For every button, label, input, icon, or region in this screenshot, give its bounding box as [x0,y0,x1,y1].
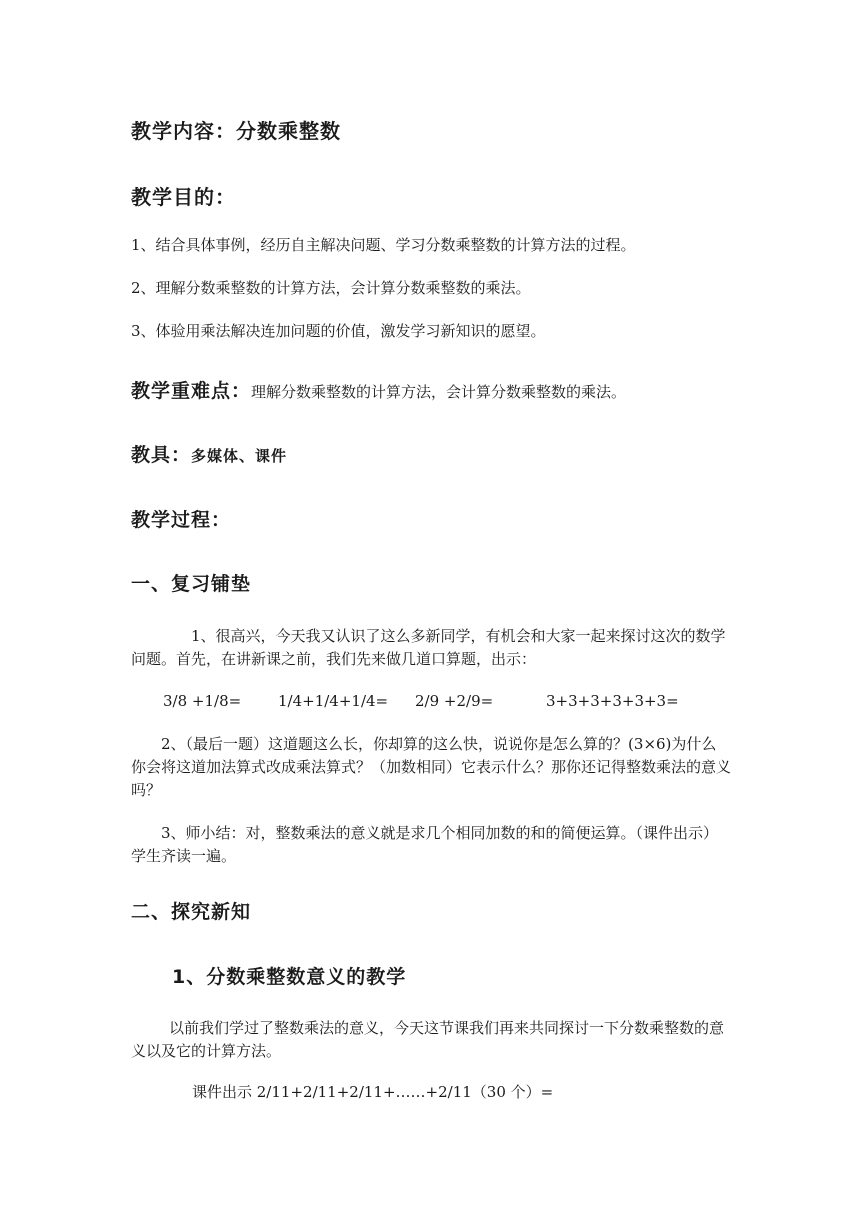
key-difficulty-line [131,376,771,403]
section2-paragraph-2: 课件出示 2/11+2/11+2/11+……+2/11（30 个）= [192,1083,554,1101]
tools-line [131,440,731,467]
section1-paragraph-1: 1、很高兴，今天我又认识了这么多新同学，有机会和大家一起来探讨这次的数学问题。首先，在讲新课之前，我们先来做几道口算题，出示： [131,627,726,668]
section2-paragraph-1: 以前我们学过了整数乘法的意义，今天这节课我们再来共同探讨一下分数乘整数的意义以及它的计算方法。 [131,1019,725,1060]
purpose-item-2: 2、理解分数乘整数的计算方法，会计算分数乘整数的乘法。 [131,279,531,297]
equation-3: 2/9 +2/9= [415,692,494,710]
tools-text: 多媒体、课件 [191,447,288,465]
subsection1-title: 1、分数乘整数意义的教学 [172,966,407,988]
equation-4: 3+3+3+3+3+3= [546,692,679,710]
key-difficulty-text: 理解分数乘整数的计算方法，会计算分数乘整数的乘法。 [251,383,627,401]
section2-title: 二、探究新知 [131,901,252,923]
purpose-item-3: 3、体验用乘法解决连加问题的价值，激发学习新知识的愿望。 [131,322,546,340]
process-title: 教学过程： [131,509,232,531]
section1-paragraph-2: 2、（最后一题）这道题这么长，你却算的这么快，说说你是怎么算的？(3×6)为什么你会将这道加法算式改成乘法算式？（加数相同）它表示什么？那你还记得整数乘法的意义吗？ [131,735,732,799]
purpose-title: 教学目的： [131,185,236,209]
content-title: 教学内容：分数乘整数 [131,119,341,143]
tools-label: 教具： [131,444,192,466]
section1-title: 一、复习铺垫 [131,573,252,595]
equation-2: 1/4+1/4+1/4= [278,692,389,710]
key-difficulty-label: 教学重难点： [131,380,252,402]
section1-paragraph-3: 3、师小结：对，整数乘法的意义就是求几个相同加数的和的简便运算。（课件出示）学生齐读一遍。 [131,824,719,865]
equation-1: 3/8 +1/8= [163,692,242,710]
purpose-item-1: 1、结合具体事例，经历自主解决问题、学习分数乘整数的计算方法的过程。 [131,236,636,254]
